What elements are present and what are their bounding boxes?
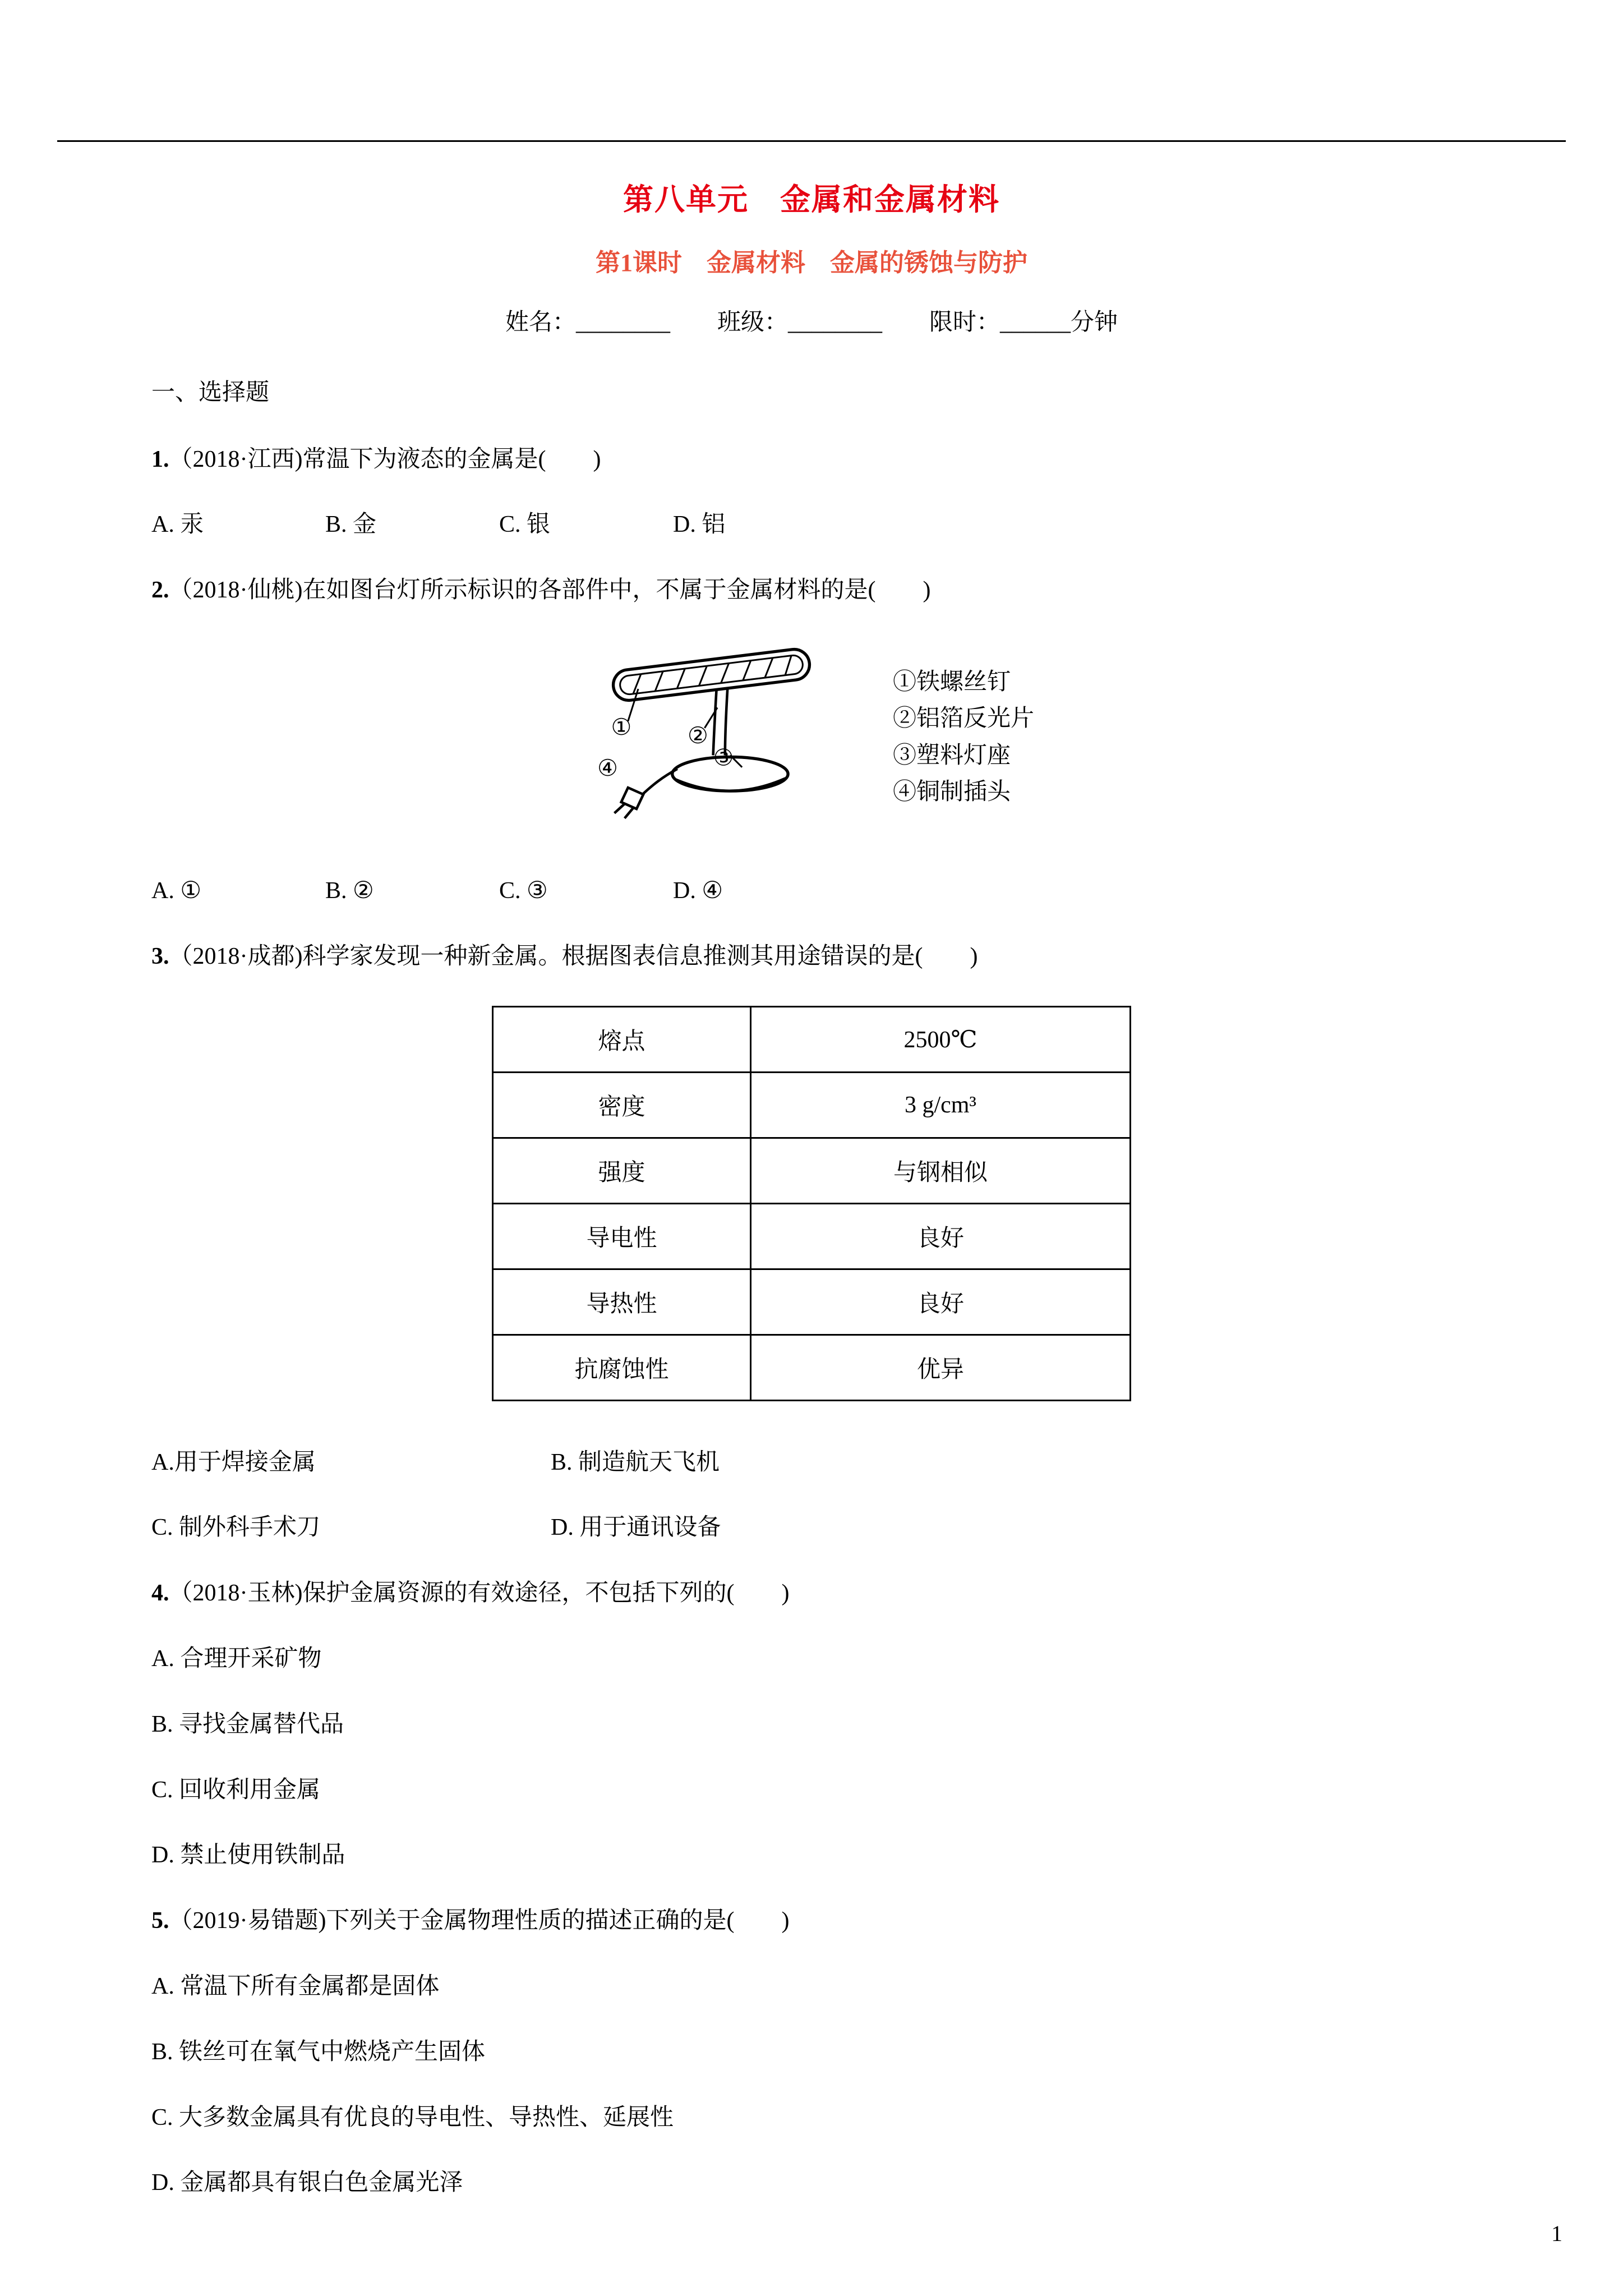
property-name: 熔点: [493, 1006, 751, 1072]
question-2-option-b: B. ②: [325, 878, 374, 904]
question-5-number: 5.: [151, 1908, 169, 1934]
property-name: 导热性: [493, 1269, 751, 1335]
property-value: 优异: [751, 1335, 1131, 1400]
figure-label-1: ①铁螺丝钉: [892, 669, 1011, 696]
question-3-option-a: A.用于焊接金属: [151, 1449, 316, 1475]
callout-3: ③: [713, 744, 734, 771]
question-1-number: 1.: [151, 446, 169, 472]
question-3: [151, 940, 1472, 1544]
desk-lamp-drawing-icon: [589, 639, 878, 835]
table-row: [493, 1335, 1131, 1400]
question-2-option-c: C. ③: [499, 878, 548, 904]
figure-label-3: ③塑料灯座: [892, 742, 1011, 769]
question-4-stem: （2018·玉林)保护金属资源的有效途径，不包括下列的( ): [169, 1580, 790, 1607]
callout-2: ②: [688, 723, 708, 749]
question-3-option-d: D. 用于通讯设备: [551, 1515, 721, 1541]
property-name: 密度: [493, 1072, 751, 1138]
question-5-stem: （2019·易错题)下列关于金属物理性质的描述正确的是( ): [169, 1908, 790, 1934]
question-3-options-row-1: [151, 1446, 1472, 1479]
figure-label-list: [893, 664, 1034, 810]
property-name: 抗腐蚀性: [493, 1335, 751, 1400]
lamp-tube: [611, 647, 811, 702]
question-5-stem-line: [151, 1904, 1472, 1938]
table-row: [493, 1269, 1131, 1335]
property-name: 导电性: [493, 1203, 751, 1269]
property-name: 强度: [493, 1138, 751, 1203]
question-3-option-c: C. 制外科手术刀: [151, 1515, 321, 1541]
property-value: 3 g/cm³: [751, 1072, 1131, 1138]
name-class-time-line: 姓名：________ 班级：________ 限时：______分钟: [505, 310, 1118, 335]
question-4: [151, 1577, 1472, 1872]
page-subtitle: 第1课时 金属材料 金属的锈蚀与防护: [596, 249, 1027, 277]
table-row: [493, 1072, 1131, 1138]
figure-label-2: ②铝箔反光片: [892, 706, 1034, 732]
section-heading-choice: 一、选择题: [151, 379, 270, 406]
page-title: 第八单元 金属和金属材料: [623, 183, 1000, 217]
question-4-stem-line: [151, 1577, 1472, 1610]
property-value: 与钢相似: [751, 1138, 1131, 1203]
property-value: 良好: [751, 1203, 1131, 1269]
question-3-option-b: B. 制造航天飞机: [551, 1449, 720, 1475]
table-row: [493, 1203, 1131, 1269]
property-value: 良好: [751, 1269, 1131, 1335]
figure-label-4: ④铜制插头: [892, 779, 1011, 805]
question-2: [151, 574, 1472, 908]
question-1-option-c: C. 银: [499, 512, 551, 538]
question-4-option-c: C. 回收利用金属: [151, 1777, 321, 1803]
metal-properties-table: [492, 1006, 1131, 1401]
question-5-option-d: D. 金属都具有银白色金属光泽: [151, 2170, 463, 2196]
question-4-option-a: A. 合理开采矿物: [151, 1646, 322, 1672]
question-1: [151, 443, 1472, 542]
question-2-options: [151, 875, 1472, 908]
table-row: [493, 1138, 1131, 1203]
question-1-option-a: A. 汞: [151, 512, 204, 538]
question-4-number: 4.: [151, 1580, 169, 1607]
callout-4: ④: [597, 754, 618, 781]
question-5-option-a: A. 常温下所有金属都是固体: [151, 1973, 440, 1999]
question-2-stem-line: [151, 574, 1472, 607]
table-row: [493, 1006, 1131, 1072]
question-3-stem-line: [151, 940, 1472, 973]
question-4-option-d: D. 禁止使用铁制品: [151, 1842, 345, 1869]
question-2-option-a: A. ①: [151, 878, 201, 904]
top-rule: [57, 140, 1566, 142]
question-1-stem-line: [151, 443, 1472, 476]
question-5-option-c: C. 大多数金属具有优良的导电性、导热性、延展性: [151, 2104, 674, 2131]
question-3-number: 3.: [151, 943, 169, 969]
question-2-option-d: D. ④: [673, 878, 723, 904]
question-1-options: [151, 508, 1472, 541]
question-1-option-b: B. 金: [325, 512, 377, 538]
question-2-stem: （2018·仙桃)在如图台灯所示标识的各部件中，不属于金属材料的是( ): [169, 577, 931, 604]
question-5: [151, 1904, 1472, 2200]
callout-1: ①: [611, 714, 632, 740]
question-3-options-row-2: [151, 1511, 1472, 1544]
question-3-stem: （2018·成都)科学家发现一种新金属。根据图表信息推测其用途错误的是( ): [169, 943, 978, 969]
desk-lamp-figure: [151, 639, 1472, 835]
property-value: 2500℃: [751, 1006, 1131, 1072]
page-number: 1: [1551, 2221, 1562, 2246]
question-1-option-d: D. 铝: [673, 512, 726, 538]
lamp-plug: [615, 769, 677, 818]
question-4-option-b: B. 寻找金属替代品: [151, 1711, 344, 1737]
question-2-number: 2.: [151, 577, 169, 604]
question-1-stem: （2018·江西)常温下为液态的金属是( ): [169, 446, 601, 472]
question-5-option-b: B. 铁丝可在氧气中燃烧产生固体: [151, 2039, 486, 2065]
